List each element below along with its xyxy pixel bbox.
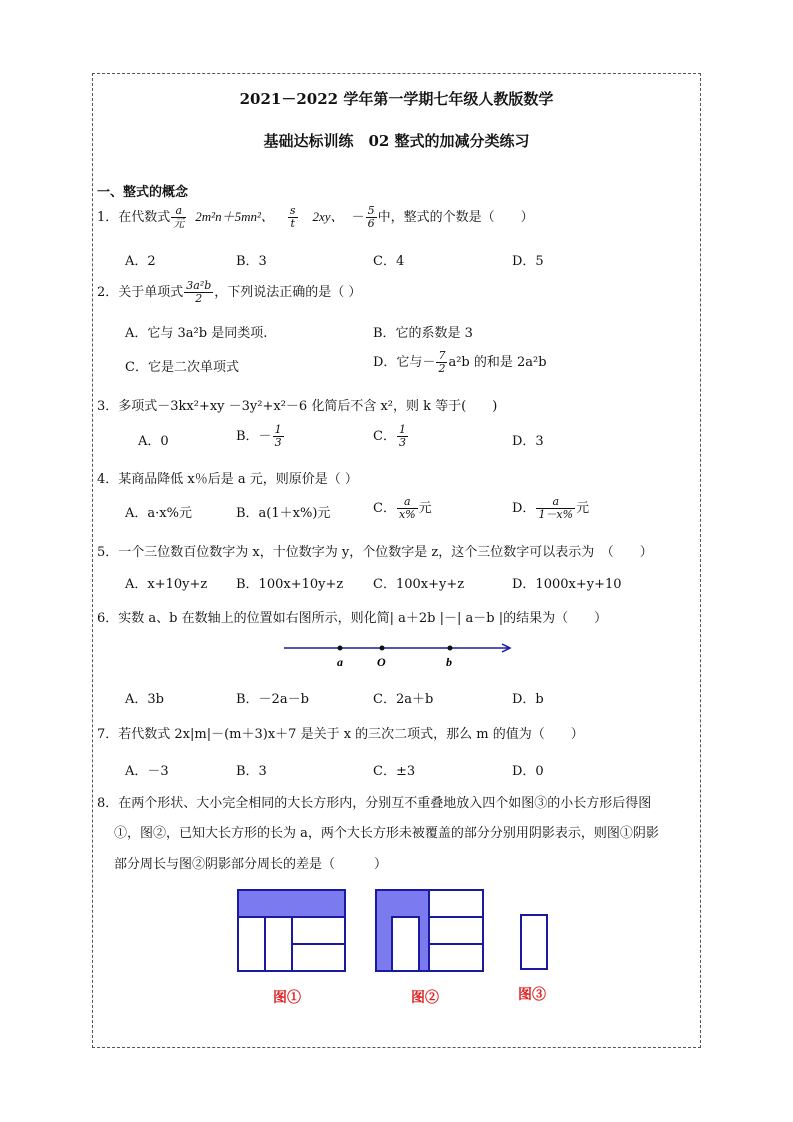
option-a: A．它与 3a²b 是同类项. [125,326,268,341]
option-d: D．5 [512,254,544,269]
option-a: A．2 [125,254,156,269]
small-rect [392,917,419,971]
option-c: C．2a＋b [373,692,434,707]
point-o [380,646,385,651]
fraction: $\frac{7}{2}$ [438,349,446,375]
doc-subtitle: 基础达标训练 02 整式的加减分类练习 [263,132,530,150]
question-8-line2: ①，图②，已知大长方形的长为 a，两个大长方形未被覆盖的部分分别用阴影表示，则图①阴影 [114,826,659,841]
option-b: B．－ $\frac{1}{3}$ [236,423,282,449]
fraction: $\frac{5}{6}$ [367,204,375,230]
question-4: 4．某商品降低 x％后是 a 元，则原价是（ ） [97,472,358,487]
option-d: D．b [512,692,544,707]
small-rect [429,890,483,917]
figure-1 [237,889,347,973]
option-d: D． $\frac{a}{1-x\%}$ 元 [512,495,590,521]
option-d: D．3 [512,434,544,449]
shaded-region [238,890,345,917]
point-a [338,646,343,651]
option-a: A．0 [138,434,169,449]
option-c: C．±3 [373,764,416,779]
question-1: 1．在代数式 $\frac{a}{\text{元}}$ 2m²n＋5mn²、 $\frac{s}{t}$ 2xy、 － $\frac{5}{6}$ 中，整式的个数是（ ） [97,204,534,230]
option-d: D．1000x+y+10 [512,577,622,592]
option-c: C．100x+y+z [373,577,465,592]
number-line [280,638,520,674]
question-8-line3: 部分周长与图②阴影部分周长的差是（ ） [114,857,388,872]
small-rect [429,917,483,944]
figure-1-caption: 图① [273,990,301,1006]
label-o: O [377,655,386,669]
option-a: A．a·x%元 [125,506,192,521]
option-a: A．x+10y+z [125,577,208,592]
question-5: 5．一个三位数百位数字为 x，十位数字为 y，个位数字是 z，这个三位数字可以表示为 （ ） [97,545,653,560]
option-d: D．0 [512,764,544,779]
question-2: 2．关于单项式 $\frac{\text{3a²b}}{2}$ ，下列说法正确的是（ ） [97,279,362,305]
question-6: 6．实数 a、b 在数轴上的位置如右图所示，则化简| a＋2b |－| a－b |的结果为（ ） [97,611,608,626]
option-b: B．100x+10y+z [236,577,344,592]
option-d: D．它与－ $\frac{7}{2}$ a²b 的和是 2a²b [373,349,547,375]
figure-2 [375,889,485,973]
option-b: B．－2a－b [236,692,309,707]
option-b: B．a(1＋x%)元 [236,506,331,521]
small-rect [521,915,547,969]
option-b: B．3 [236,254,267,269]
point-b [448,646,453,651]
small-rect [429,944,483,971]
fraction: $\frac{a}{\text{元}}$ [173,204,185,230]
figure-3 [520,914,550,972]
option-a: A．3b [125,692,164,707]
option-b: B．它的系数是 3 [373,326,473,341]
option-c: C． $\frac{1}{3}$ [373,423,406,449]
figure-2-caption: 图② [411,990,439,1006]
option-c: C．4 [373,254,405,269]
fraction: $\frac{s}{t}$ [289,204,296,230]
option-c: C． $\frac{a}{x\%}$ 元 [373,495,432,521]
question-7: 7．若代数式 2x|m|－(m＋3)x＋7 是关于 x 的三次二项式，那么 m 的值为（ ） [97,727,584,742]
section-heading: 一、整式的概念 [97,185,189,200]
question-3: 3．多项式－3kx²+xy －3y²+x²－6 化简后不含 x²，则 k 等于( ) [97,399,498,414]
fraction: $\frac{\text{3a²b}}{2}$ [186,279,212,305]
option-a: A．－3 [125,764,169,779]
figure-3-caption: 图③ [518,987,546,1003]
option-b: B．3 [236,764,267,779]
doc-title: 2021－2022 学年第一学期七年级人教版数学 [239,90,554,108]
label-b: b [446,655,452,669]
question-8-line1: 8．在两个形状、大小完全相同的大长方形内，分别互不重叠地放入四个如图③的小长方形后得图 [97,796,652,811]
label-a: a [337,655,343,669]
option-c: C．它是二次单项式 [125,360,239,375]
